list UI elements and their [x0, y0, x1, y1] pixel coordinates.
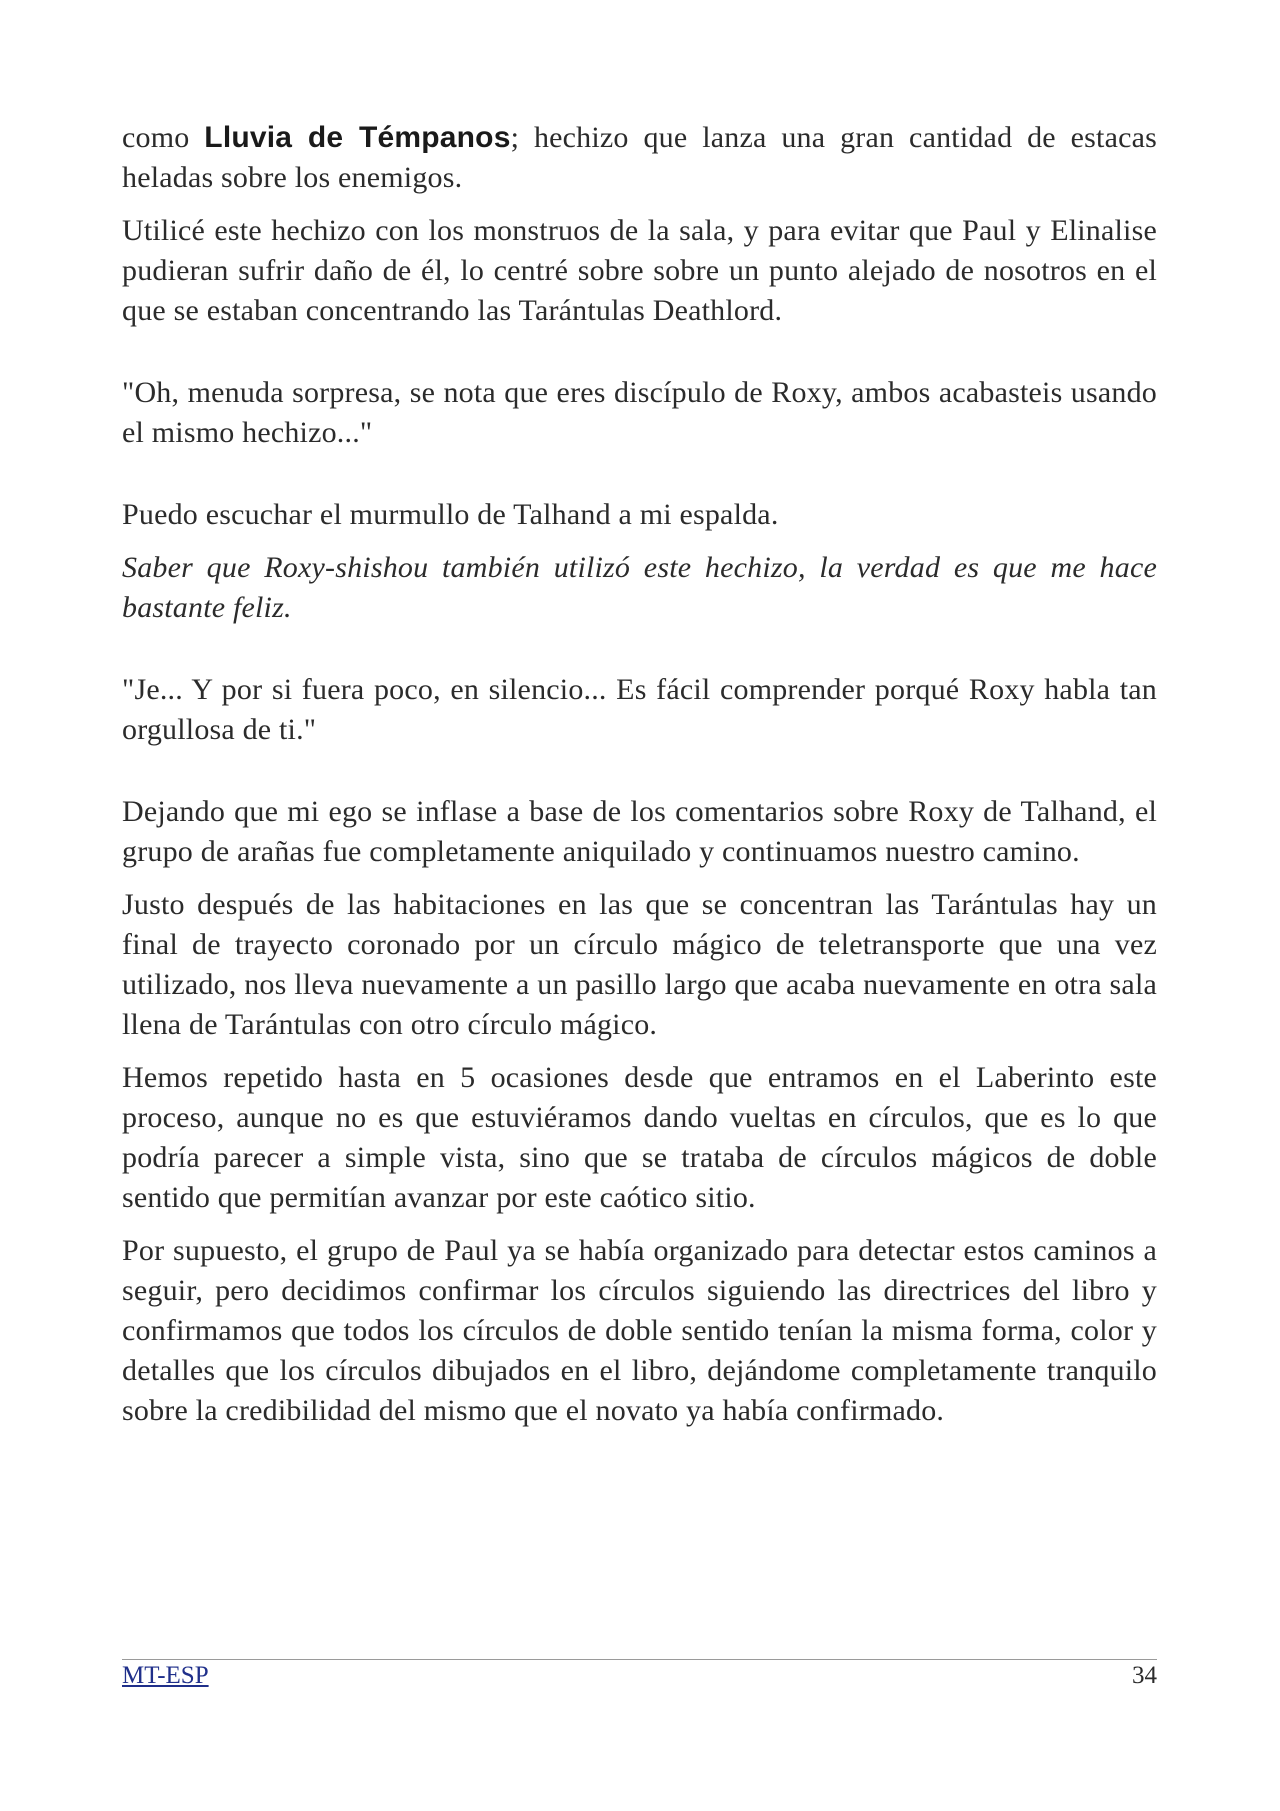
page-number: 34 [1132, 1662, 1157, 1689]
paragraph-2: Utilicé este hechizo con los monstruos de la sala, y para evitar que Paul y Elinalise pudieran sufrir daño de él, lo centré sobre sobre un punto alejado de nosotros en el que se estaban concentrando las Tarántulas Deathlord. [122, 214, 1157, 327]
paragraph-9: Hemos repetido hasta en 5 ocasiones desde que entramos en el Laberinto este proceso, aunque no es que estuviéramos dando vueltas en círculos, que es lo que podría parecer a simple vista, sino que se trataba de círculos mágicos de doble sentido que permitían avanzar por este caótico sitio. [122, 1061, 1157, 1214]
paragraph-1 [122, 118, 1157, 198]
paragraph-1-prefix: como [122, 121, 205, 154]
paragraph-7: Dejando que mi ego se inflase a base de los comentarios sobre Roxy de Talhand, el grupo de arañas fue completamente aniquilado y continuamos nuestro camino. [122, 795, 1157, 868]
paragraph-6-dialogue: "Je... Y por si fuera poco, en silencio... Es fácil comprender porqué Roxy habla tan orgullosa de ti." [122, 673, 1157, 746]
paragraph-1-suffix: ; hechizo que lanza una gran cantidad de estacas heladas sobre los enemigos. [122, 121, 1158, 194]
body-text [122, 118, 1157, 1444]
paragraph-5-thought: Saber que Roxy-shishou también utilizó este hechizo, la verdad es que me hace bastante feliz. [122, 551, 1157, 624]
footer-source-link[interactable]: MT-ESP [122, 1662, 209, 1689]
paragraph-8: Justo después de las habitaciones en las que se concentran las Tarántulas hay un final de trayecto coronado por un círculo mágico de teletransporte que una vez utilizado, nos lleva nuevamente a un pasillo largo que acaba nuevamente en otra sala llena de Tarántulas con otro círculo mágico. [122, 888, 1157, 1041]
paragraph-10: Por supuesto, el grupo de Paul ya se había organizado para detectar estos caminos a seguir, pero decidimos confirmar los círculos siguiendo las directrices del libro y confirmamos que todos los círculos de doble sentido tenían la misma forma, color y detalles que los círculos dibujados en el libro, dejándome completamente tranquilo sobre la credibilidad del mismo que el novato ya había confirmado. [122, 1234, 1157, 1427]
spell-name-bold: Lluvia de Témpanos [204, 121, 511, 154]
paragraph-4: Puedo escuchar el murmullo de Talhand a mi espalda. [122, 498, 779, 531]
paragraph-3-dialogue: "Oh, menuda sorpresa, se nota que eres discípulo de Roxy, ambos acabasteis usando el mismo hechizo..." [122, 376, 1157, 449]
footer-divider [122, 1659, 1157, 1660]
